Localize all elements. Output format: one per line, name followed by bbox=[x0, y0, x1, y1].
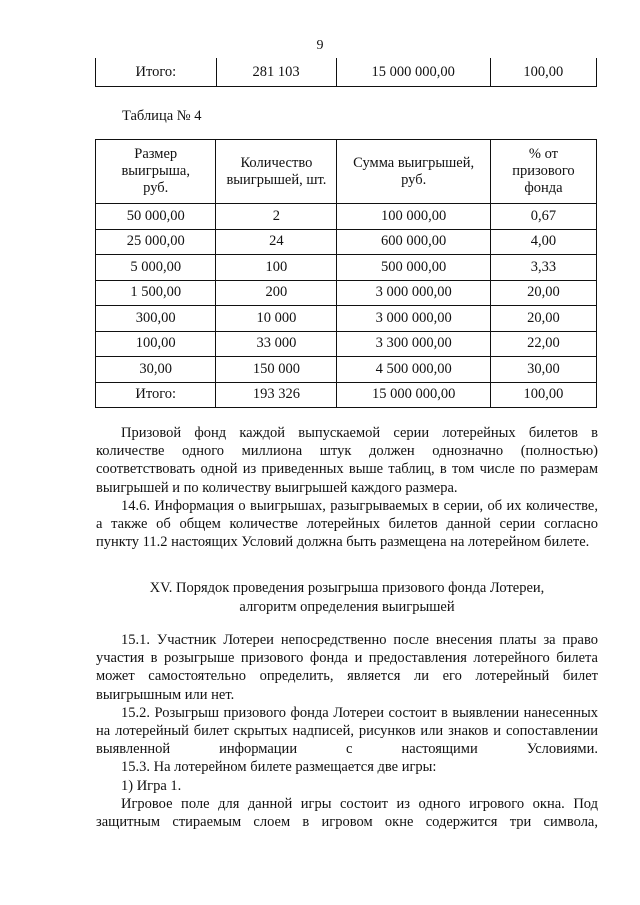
table-row bbox=[96, 204, 597, 230]
table-caption: Таблица № 4 bbox=[122, 108, 202, 124]
table-cell: 4,00 bbox=[490, 229, 596, 255]
table-cell: 30,00 bbox=[490, 357, 596, 383]
page-number: 9 bbox=[316, 38, 324, 53]
table-cell: 30,00 bbox=[96, 357, 216, 383]
table-cell: 3 000 000,00 bbox=[337, 280, 491, 306]
table-row bbox=[96, 255, 597, 281]
table-cell: 0,67 bbox=[490, 204, 596, 230]
table-cell: 100 000,00 bbox=[337, 204, 491, 230]
section-heading bbox=[96, 579, 598, 616]
header-line: призового bbox=[512, 163, 575, 179]
table-cell: 24 bbox=[216, 229, 337, 255]
header-line: фонда bbox=[524, 180, 563, 196]
table-cell: 50 000,00 bbox=[96, 204, 216, 230]
table-cell: 25 000,00 bbox=[96, 229, 216, 255]
table-cell: 22,00 bbox=[490, 331, 596, 357]
header-line: руб. bbox=[401, 171, 427, 188]
table-total-row bbox=[96, 382, 597, 408]
table-cell: 20,00 bbox=[490, 280, 596, 306]
continuation-table bbox=[95, 58, 597, 87]
table-cell: 10 000 bbox=[216, 306, 337, 332]
section-heading-line: алгоритм определения выигрышей bbox=[239, 598, 455, 615]
header-cell-prize-sum bbox=[337, 140, 491, 204]
prize-table bbox=[95, 139, 597, 408]
table-cell: 2 bbox=[216, 204, 337, 230]
table-cell: 100 bbox=[216, 255, 337, 281]
header-cell-fund-percent bbox=[490, 140, 596, 204]
table-row bbox=[96, 331, 597, 357]
table-cell: 33 000 bbox=[216, 331, 337, 357]
table-body bbox=[96, 204, 597, 408]
paragraph: Игровое поле для данной игры состоит из одного игрового окна. Под защитным стираемым слоем в игровом окне содержится три символа, bbox=[96, 795, 598, 831]
header-cell-prize-size bbox=[96, 140, 216, 204]
table-cell: 3 300 000,00 bbox=[337, 331, 491, 357]
header-line: % от bbox=[528, 146, 558, 162]
table-cell: 100,00 bbox=[490, 382, 596, 408]
table-cell: 500 000,00 bbox=[337, 255, 491, 281]
header-line: выигрыша, bbox=[121, 163, 190, 179]
table-row bbox=[96, 58, 597, 87]
table-cell: 1 500,00 bbox=[96, 280, 216, 306]
header-line: Количество bbox=[240, 154, 313, 171]
header-line: выигрышей, шт. bbox=[226, 171, 327, 188]
paragraphs-top bbox=[96, 424, 598, 551]
paragraph: Призовой фонд каждой выпускаемой серии лотерейных билетов в количестве одного миллиона штук должен однозначно (полностью) соответствовать одной из приведенных выше таблиц, в том числе по размерам выигрышей и по количеству выигрышей каждого размера. bbox=[96, 425, 598, 496]
table-cell: 200 bbox=[216, 280, 337, 306]
header-line: руб. bbox=[143, 180, 169, 196]
table-cell: 3 000 000,00 bbox=[337, 306, 491, 332]
table-cell: 100,00 bbox=[96, 331, 216, 357]
table-cell: 150 000 bbox=[216, 357, 337, 383]
table-cell: 600 000,00 bbox=[337, 229, 491, 255]
table-cell: 281 103 bbox=[216, 58, 336, 87]
paragraph: 14.6. Информация о выигрышах, разыгрываемых в серии, об их количестве, а также об общем количестве лотерейных билетов данной серии согласно пункту 11.2 настоящих Условий должна быть размещена на лотерейном билете. bbox=[96, 497, 598, 551]
section-heading-line: XV. Порядок проведения розыгрыша призового фонда Лотереи, bbox=[149, 580, 545, 596]
table-header-row bbox=[96, 140, 597, 204]
table-row bbox=[96, 357, 597, 383]
header-cell-prize-count bbox=[216, 140, 337, 204]
table-cell: 20,00 bbox=[490, 306, 596, 332]
table-cell: 300,00 bbox=[96, 306, 216, 332]
table-cell: 15 000 000,00 bbox=[336, 58, 490, 87]
table-cell: 15 000 000,00 bbox=[337, 382, 491, 408]
table-cell: Итого: bbox=[96, 58, 217, 87]
table-cell: 193 326 bbox=[216, 382, 337, 408]
table-row bbox=[96, 280, 597, 306]
paragraph: 15.2. Розыгрыш призового фонда Лотереи состоит в выявлении нанесенных на лотерейный билет скрытых надписей, рисунков или знаков и сопоставлении выявленной информации с настоящими Условиями. bbox=[96, 704, 598, 758]
table-cell: 3,33 bbox=[490, 255, 596, 281]
table-cell: Итого: bbox=[96, 382, 216, 408]
table-row bbox=[96, 229, 597, 255]
paragraph: 1) Игра 1. bbox=[121, 777, 182, 794]
header-line: Размер bbox=[134, 146, 178, 162]
table-cell: 4 500 000,00 bbox=[337, 357, 491, 383]
table-row bbox=[96, 306, 597, 332]
paragraphs-bottom bbox=[96, 631, 598, 831]
table-cell: 100,00 bbox=[490, 58, 596, 87]
table-cell: 5 000,00 bbox=[96, 255, 216, 281]
paragraph: 15.3. На лотерейном билете размещается две игры: bbox=[121, 759, 437, 776]
header-line: Сумма выигрышей, bbox=[353, 154, 475, 171]
paragraph: 15.1. Участник Лотереи непосредственно после внесения платы за право участия в розыгрыше призового фонда и предоставления лотерейного билета может самостоятельно определить, является ли его лотерейный билет выигрышным или нет. bbox=[96, 632, 598, 703]
